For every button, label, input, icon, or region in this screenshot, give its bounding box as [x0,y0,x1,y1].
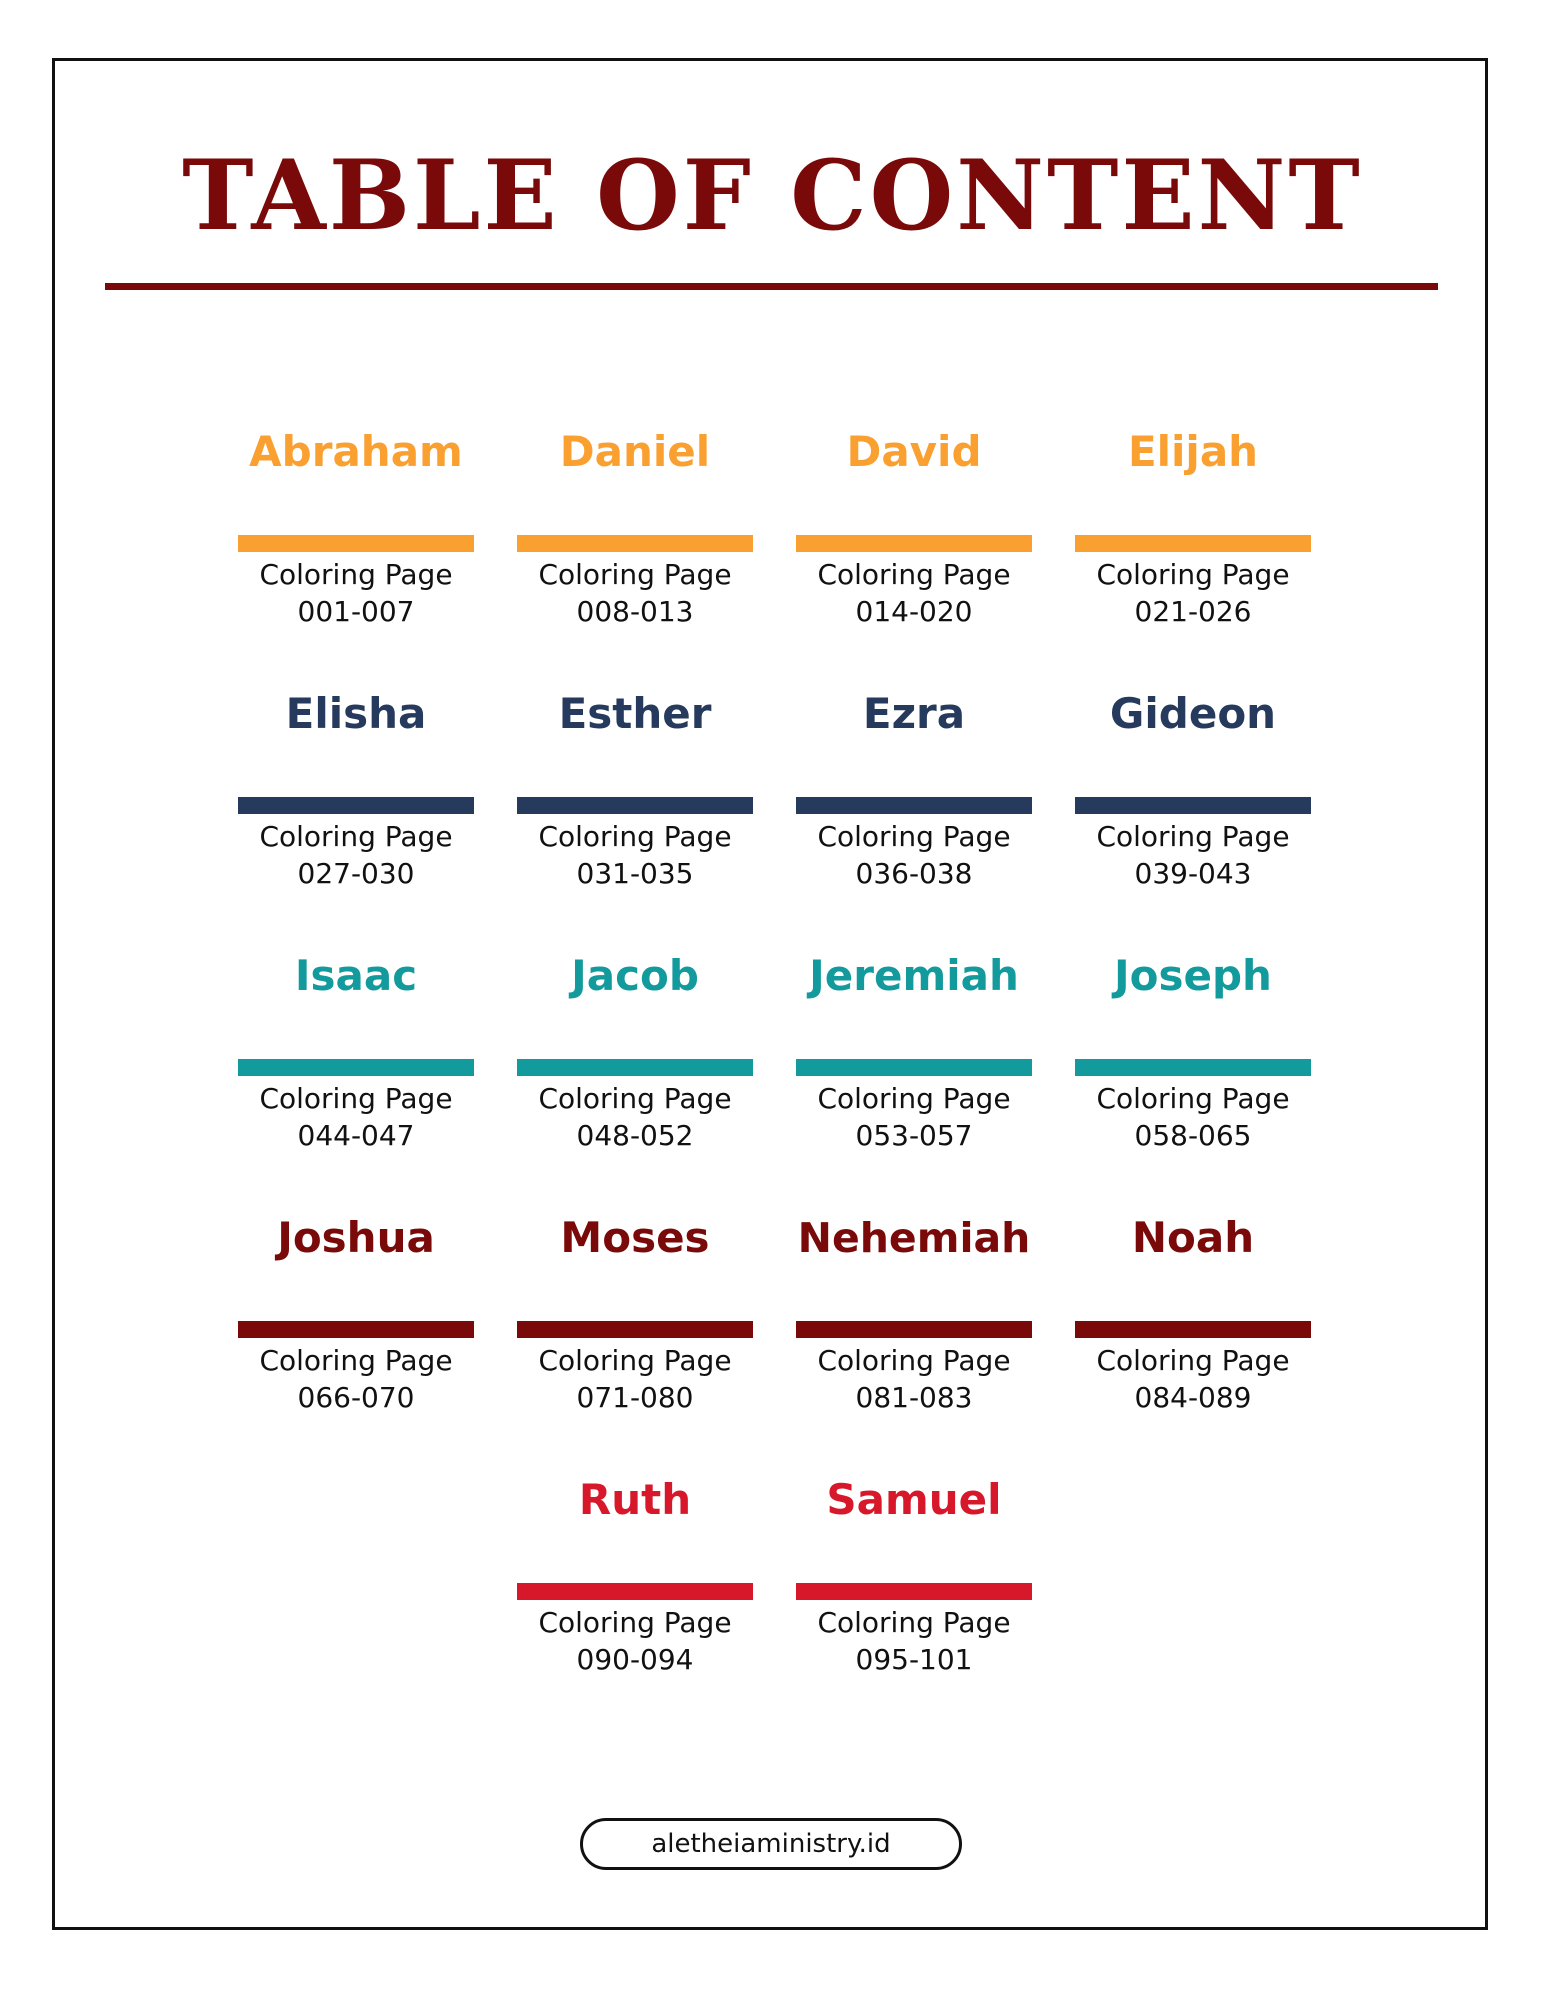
coloring-page-label: Coloring Page [259,558,453,591]
toc-entry[interactable] [238,422,474,630]
page-title: TABLE OF CONTENT [182,139,1363,252]
color-bar [1075,1321,1311,1338]
toc-entry[interactable] [238,1208,474,1416]
website-link[interactable]: aletheiaministry.id [580,1818,962,1870]
color-bar [238,535,474,552]
toc-entry[interactable] [1075,1208,1311,1416]
coloring-page-label: Coloring Page [538,820,732,853]
color-bar [796,797,1032,814]
toc-entry[interactable] [796,946,1032,1154]
page-range: 001-007 [297,595,415,628]
color-bar [517,1321,753,1338]
page-range: 044-047 [297,1119,415,1152]
coloring-page-label: Coloring Page [538,558,732,591]
toc-entry[interactable] [1075,946,1311,1154]
color-bar [238,1321,474,1338]
color-bar [517,797,753,814]
toc-entry[interactable] [796,422,1032,630]
color-bar [517,1059,753,1076]
color-bar [796,1583,1032,1600]
color-bar [238,797,474,814]
coloring-page-label: Coloring Page [1096,820,1290,853]
page-range: 014-020 [855,595,973,628]
character-name: Noah [1131,1213,1255,1262]
character-name: Nehemiah [797,1214,1031,1262]
character-name: Samuel [826,1475,1002,1524]
character-name: Abraham [249,427,463,476]
coloring-page-label: Coloring Page [538,1606,732,1639]
coloring-page-label: Coloring Page [817,820,1011,853]
character-name: Esther [558,689,712,738]
page-range: 084-089 [1134,1381,1252,1414]
toc-entry[interactable] [1075,422,1311,630]
coloring-page-label: Coloring Page [1096,558,1290,591]
character-name: Daniel [559,427,711,476]
coloring-page-label: Coloring Page [259,1082,453,1115]
color-bar [796,1321,1032,1338]
character-name: Joshua [277,1213,435,1262]
color-bar [238,1059,474,1076]
coloring-page-label: Coloring Page [1096,1082,1290,1115]
toc-entry[interactable] [517,1470,753,1678]
toc-entry[interactable] [517,946,753,1154]
coloring-page-label: Coloring Page [817,1344,1011,1377]
page-range: 021-026 [1134,595,1252,628]
page-range: 071-080 [576,1381,694,1414]
character-name: Elisha [285,689,427,738]
toc-entry[interactable] [796,1470,1032,1678]
coloring-page-label: Coloring Page [817,1606,1011,1639]
page-range: 036-038 [855,857,973,890]
page-range: 095-101 [855,1643,973,1676]
page-range: 058-065 [1134,1119,1252,1152]
page-range: 053-057 [855,1119,973,1152]
color-bar [1075,535,1311,552]
toc-entry[interactable] [238,684,474,892]
page-range: 039-043 [1134,857,1252,890]
color-bar [517,535,753,552]
coloring-page-label: Coloring Page [259,1344,453,1377]
character-name: Ruth [578,1475,692,1524]
coloring-page-label: Coloring Page [538,1082,732,1115]
coloring-page-label: Coloring Page [538,1344,732,1377]
title-underline [105,283,1438,290]
coloring-page-label: Coloring Page [1096,1344,1290,1377]
coloring-page-label: Coloring Page [817,1082,1011,1115]
page-range: 008-013 [576,595,694,628]
page-range: 031-035 [576,857,694,890]
color-bar [796,1059,1032,1076]
character-name: Ezra [862,689,966,738]
toc-entry[interactable] [796,1208,1032,1416]
page-range: 066-070 [297,1381,415,1414]
page-range: 090-094 [576,1643,694,1676]
toc-entry[interactable] [517,684,753,892]
page-range: 081-083 [855,1381,973,1414]
character-name: Gideon [1109,689,1277,738]
color-bar [796,535,1032,552]
character-name: Moses [560,1213,710,1262]
coloring-page-label: Coloring Page [259,820,453,853]
page-range: 048-052 [576,1119,694,1152]
toc-entry[interactable] [238,946,474,1154]
character-name: David [846,427,982,476]
color-bar [517,1583,753,1600]
character-name: Elijah [1127,427,1259,476]
character-name: Jeremiah [809,951,1019,1000]
character-name: Jacob [571,951,699,1000]
toc-entry[interactable] [796,684,1032,892]
character-name: Isaac [294,951,418,1000]
toc-entry[interactable] [517,422,753,630]
color-bar [1075,797,1311,814]
character-name: Joseph [1114,951,1272,1000]
toc-entry[interactable] [517,1208,753,1416]
color-bar [1075,1059,1311,1076]
coloring-page-label: Coloring Page [817,558,1011,591]
toc-entry[interactable] [1075,684,1311,892]
page-range: 027-030 [297,857,415,890]
